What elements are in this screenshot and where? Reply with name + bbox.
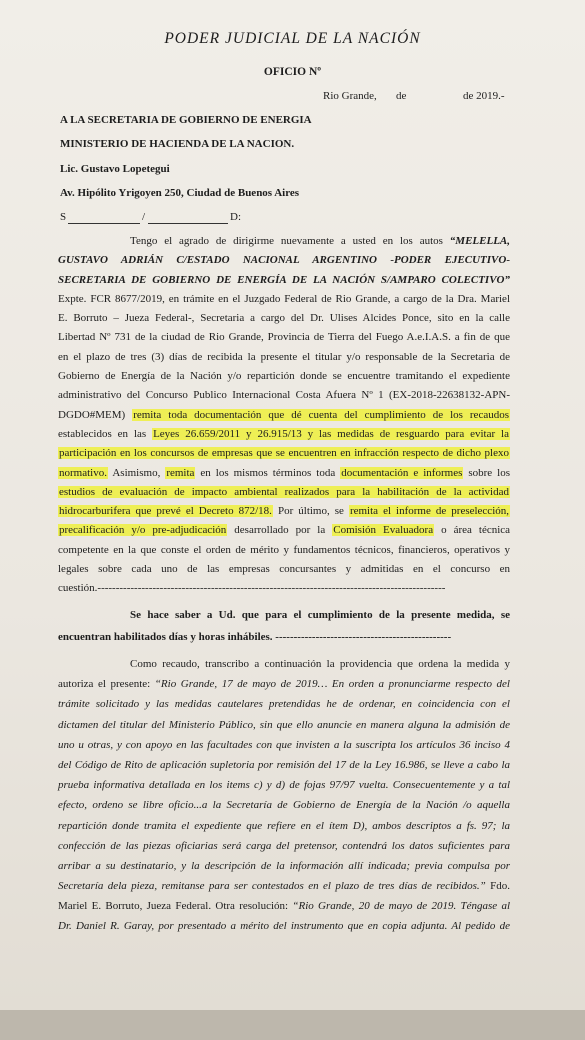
- body-line: [58, 444, 510, 463]
- body-line: dictamen del titular del Ministerio Público, sin que ello anuncie en manera alguna la admisión de: [58, 718, 510, 731]
- body-line: SECRETARIA DE GOBIERNO DE ENERGÍA DE LA NACIÓN S/AMPARO COLECTIVO”: [58, 273, 510, 286]
- sd-s: S: [60, 211, 67, 223]
- highlight: Leyes 26.659/2011 y 26.915/13 y las medidas de resguardo para evitar la: [153, 427, 509, 440]
- paragraph-notice: [58, 604, 510, 648]
- highlight: hidrocarburifera que prevé el Decreto 872/18.: [59, 505, 272, 518]
- date-city: Rio Grande,: [323, 90, 377, 102]
- body-line: legales sobre cada uno de las empresas concursantes y admitidas en el concurso en: [58, 563, 510, 576]
- body-line: Mariel E. Borruto, Jueza Federal. Otra resolución: “Rio Grande, 20 de mayo de 2019. Téngase al: [58, 900, 511, 913]
- body-line: Como recaudo, transcribo a continuación la providencia que ordena la medida y: [130, 658, 510, 670]
- sd-blank-2: [148, 223, 228, 224]
- body-line: Secretaría dela pieza, remitanse para ser contestados en el plazo de tres días de recibidos.” Fdo.: [58, 880, 510, 893]
- body-line: precalificación y/o pre-adjudicación desarrollado por la Comisión Evaluadora o área técnica: [59, 524, 511, 537]
- body-line: Dr. Daniel R. Garay, por presentado a mérito del instrumento que en copia adjunta. Al pedido de: [58, 920, 510, 933]
- sd-blank-1: [68, 223, 140, 224]
- body-line: Expte. FCR 8677/2019, en trámite en el Juzgado Federal de Rio Grande, a cargo de la Dra. Mariel: [58, 292, 510, 305]
- body-line: competente en la que conste el orden de mérito y fundamentos técnicos, financieros, operativos y: [58, 543, 510, 556]
- body-line: encuentran habilitados días y horas inhábiles. ------------------------------------------------: [58, 631, 452, 643]
- table-surface: [0, 1010, 585, 1040]
- body-line: repartición donde tramita el expediente que refiere en el ítem D), ambos descriptos a fs. 97; la: [58, 819, 510, 832]
- addressee-line-3: Lic. Gustavo Lopetegui: [60, 163, 170, 175]
- body-line: hidrocarburifera que prevé el Decreto 872/18. Por último, se remita el informe de preselección,: [59, 505, 509, 518]
- highlight: remita el informe de preselección,: [349, 505, 509, 518]
- oficio-number: OFICIO Nº: [263, 66, 322, 78]
- highlight: estudios de evaluación de impacto ambiental realizados para la habilitación de la actividad: [59, 485, 509, 498]
- addressee-line-2: MINISTERIO DE HACIENDA DE LA NACION.: [60, 138, 295, 150]
- highlight: participación en los concursos de empresas que se encuentren en infracción respecto de dicho plexo: [59, 447, 509, 460]
- paragraph-request: [58, 232, 510, 599]
- body-line: [58, 483, 510, 502]
- body-line: efecto, ordeno se libre oficio...a la Secretaría de Gobierno de Energía de la Nación /o aquella: [58, 799, 510, 812]
- body-line: prueba informativa detallada en los items c) y d) de fojas 97/97 vuelta. Consecuentemente y a tal: [58, 779, 510, 792]
- highlight: remita: [166, 466, 195, 479]
- body-line: E. Borruto – Jueza Federal-, Secretaria a cargo del Dr. Ulises Alcides Ponce, sito en la calle: [58, 312, 510, 325]
- addressee-line-4: Av. Hipólito Yrigoyen 250, Ciudad de Buenos Aires: [60, 187, 300, 199]
- date-de: de: [396, 90, 407, 102]
- court-header: PODER JUDICIAL DE LA NACIÓN: [164, 30, 421, 47]
- body-line: arribar a su destinatario, y la descripción de la información allí indicada; previa compulsa por: [58, 859, 510, 872]
- body-line: administrativo del Concurso Publico Internacional Costa Afuera Nº 1 (EX-2018-22638132-APN-: [58, 389, 510, 402]
- body-line: Tengo el agrado de dirigirme nuevamente a usted en los autos “MELELLA,: [130, 235, 510, 247]
- date-year: de 2019.-: [463, 90, 505, 102]
- paragraph-transcript: [58, 654, 510, 937]
- body-line: en el plazo de tres (3) días de recibida la presente el titular y/o responsable de la Secretaria de: [58, 350, 510, 363]
- addressee-line-1: A LA SECRETARIA DE GOBIERNO DE ENERGIA: [60, 114, 312, 126]
- sd-d: D:: [230, 211, 241, 223]
- body-line: uno u otras, y con apoyo en las facultades con que invisten a la suscripta los artículos 36 inciso 4: [58, 738, 510, 751]
- sd-slash: /: [142, 211, 146, 223]
- highlight: documentación e informes: [341, 466, 463, 479]
- body-line: GUSTAVO ADRIÁN C/ESTADO NACIONAL ARGENTINO -PODER EJECUTIVO-: [58, 254, 510, 267]
- body-line: establecidos en las Leyes 26.659/2011 y 26.915/13 y las medidas de resguardo para evitar la: [58, 427, 509, 440]
- body-line: normativo. Asimismo, remita en los mismos términos toda documentación e informes sobre los: [59, 466, 510, 479]
- highlight: Comisión Evaluadora: [333, 524, 434, 537]
- body-line: trámite solicitado y las medidas cautelares pretendidas he de ordenar, en coincidencia con el: [58, 698, 510, 711]
- highlight: precalificación y/o pre-adjudicación: [59, 524, 227, 537]
- body-line: cuestión.-----------------------------------------------------------------------------------------------: [58, 582, 446, 595]
- body-line: del Código de Rito de aplicación supletoria por remisión del 17 de la Ley 16.986, se lleve a cabo la: [58, 758, 510, 771]
- body-line: Gobierno de Energía de la Nación y/o repartición donde se encuentre tramitando el expediente: [58, 370, 510, 383]
- body-line: DGDO#MEM) remita toda documentación que dé cuenta del cumplimiento de los recaudos: [58, 408, 509, 421]
- body-line: autoriza el presente: “Rio Grande, 17 de mayo de 2019… En orden a pronunciarme respecto del: [58, 678, 510, 691]
- highlight: remita toda documentación que dé cuenta del cumplimiento de los recaudos: [133, 408, 509, 421]
- body-line: Libertad Nº 731 de la ciudad de Rio Grande, Provincia de Tierra del Fuego A.e.I.A.S. a fin de que: [58, 331, 510, 344]
- highlight: normativo.: [59, 466, 107, 479]
- body-line: confección de las piezas oficiarias será carga del pretensor, contendrá los datos suficientes para: [58, 839, 510, 852]
- body-line: Se hace saber a Ud. que para el cumplimiento de la presente medida, se: [130, 609, 510, 621]
